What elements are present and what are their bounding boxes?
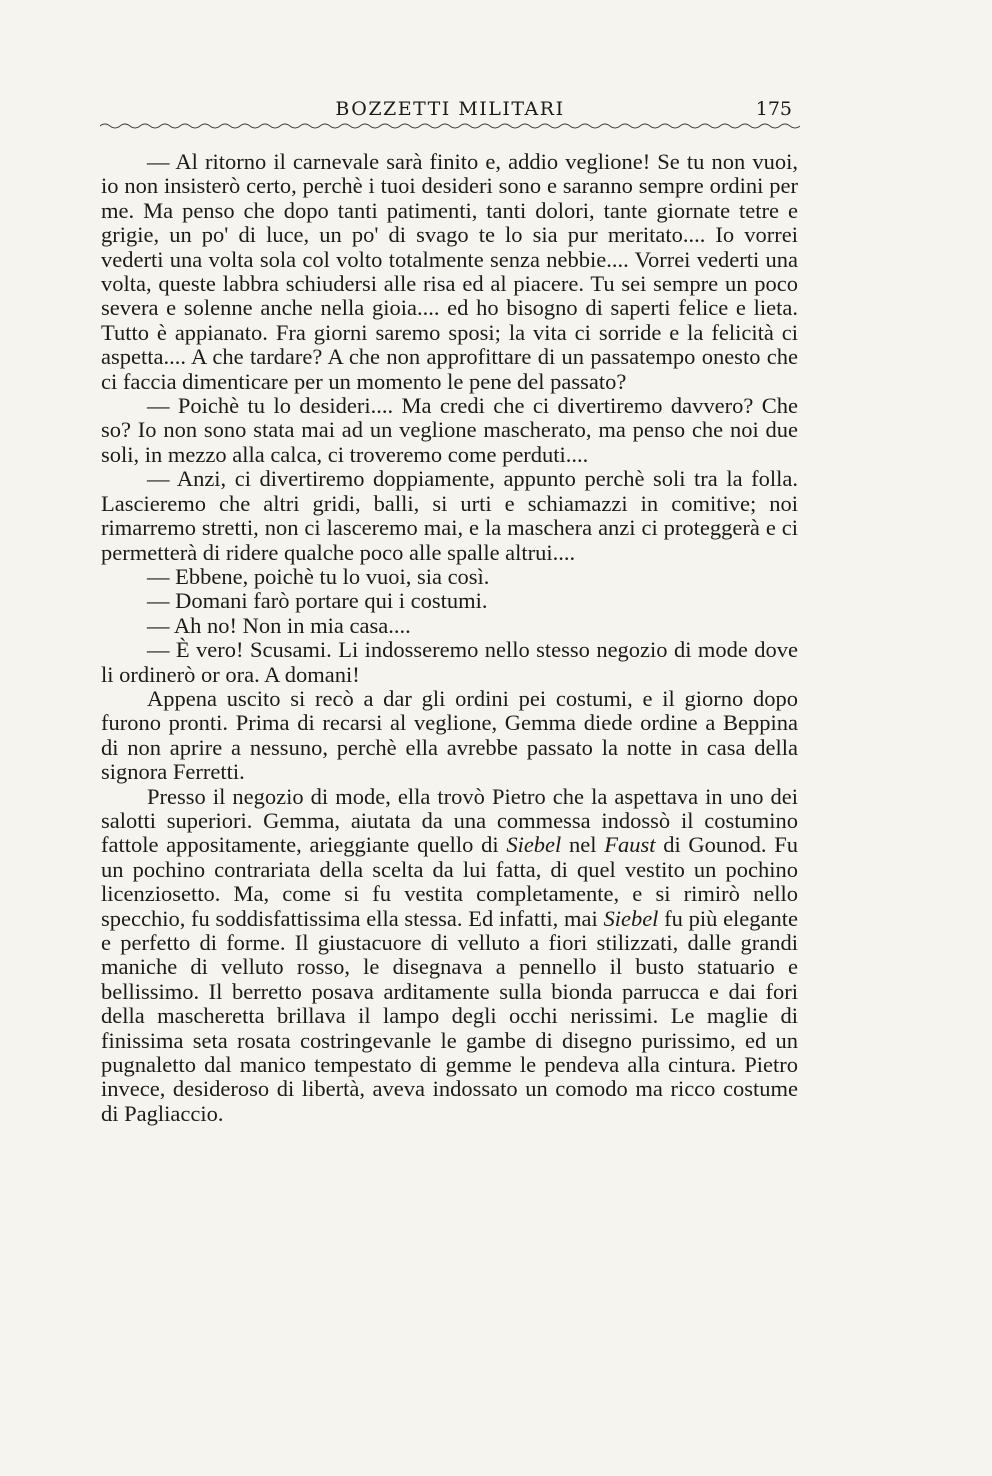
italic-name: Siebel	[603, 905, 659, 931]
page-header	[100, 98, 800, 138]
paragraph	[101, 785, 798, 1127]
text-run: Presso il negozio di mode, ella trovò Pietro che la aspettava in uno dei salotti superiori. Gemma, aiutata da una commessa indossò il costumino fattole appositamente, arieggiante quello di	[101, 783, 798, 858]
text-run: nel	[569, 832, 597, 858]
paragraph: — Ah no! Non in mia casa....	[147, 612, 411, 638]
wavy-rule	[100, 120, 800, 132]
page-number: 175	[755, 98, 792, 120]
paragraph: — Domani farò portare qui i costumi.	[147, 588, 488, 614]
paragraph: — Anzi, ci divertiremo doppiamente, appunto perchè soli tra la folla. Lascieremo che altri gridi, balli, si urti e schiamazzi in comitive; noi rimarremo stretti, non ci lasceremo mai, e la maschera anzi ci proteggerà e ci permetterà di ridere qualche poco alle spalle altrui....	[101, 466, 798, 565]
body-text	[101, 150, 798, 1126]
paragraph: — Al ritorno il carnevale sarà finito e, addio veglione! Se tu non vuoi, io non insisterò certo, perchè i tuoi desideri sono e saranno sempre ordini per me. Ma penso che dopo tanti patimenti, tanti dolori, tante giornate tetre e grigie, un po' di luce, un po' di svago te lo sia pur meritato.... Io vorrei vederti una volta sola col volto totalmente senza nebbie.... Vorrei vederti una volta, queste labbra schiudersi alle risa ed al piacere. Tu sei sempre un poco severa e solenne anche nella gioia.... ed ho bisogno di saperti felice e lieta. Tutto è appianato. Fra giorni saremo sposi; la vita ci sorride e la felicità ci aspetta.... A che tardare? A che non approfittare di un passatempo onesto che ci faccia dimenticare per un momento le pene del passato?	[101, 149, 798, 394]
italic-title: Faust	[604, 832, 656, 858]
paragraph: Appena uscito si recò a dar gli ordini pei costumi, e il giorno dopo furono pronti. Prima di recarsi al veglione, Gemma diede ordine a Beppina di non aprire a nessuno, perchè ella avrebbe passato la notte in casa della signora Ferretti.	[101, 685, 798, 785]
paragraph: — Poichè tu lo desideri.... Ma credi che ci divertiremo davvero? Che so? Io non sono stata mai ad un veglione mascherato, ma penso che noi due soli, in mezzo alla calca, ci troveremo come perduti....	[101, 393, 798, 467]
paragraph: — È vero! Scusami. Li indosseremo nello stesso negozio di mode dove li ordinerò or ora. A domani!	[101, 637, 798, 687]
text-run: fu più elegante e perfetto di forme. Il giustacuore di velluto a fiori stilizzati, dalle grandi maniche di velluto rosso, le disegnava a pennello il busto statuario e bellissimo. Il berretto posava arditamente sulla bionda parrucca e dai fori della mascheretta brillava il lampo degli occhi nerissimi. Le maglie di finissima seta rosata costringevanle le gambe di disegno purissimo, ed un pugnaletto dal manico tempestato di gemme le pendeva alla cintura. Pietro invece, desideroso di libertà, aveva indossato un comodo ma ricco costume di Pagliaccio.	[101, 905, 799, 1126]
text-run: di Gounod. Fu un pochino contrariata della scelta da lui fatta, di quel vestito un pochino licenziosetto. Ma, come si fu vestita completamente, e si rimirò nello specchio, fu soddisfattissima ella stessa. Ed infatti, mai	[101, 832, 799, 931]
italic-name: Siebel	[506, 832, 562, 858]
running-title: BOZZETTI MILITARI	[335, 98, 565, 120]
paragraph: — Ebbene, poichè tu lo vuoi, sia così.	[147, 563, 490, 589]
